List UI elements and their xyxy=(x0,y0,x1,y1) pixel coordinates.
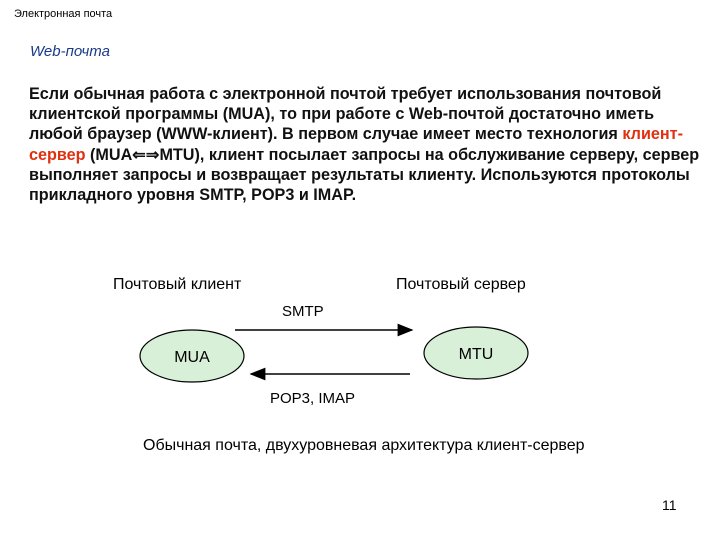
double-arrow-icon: ⇐⇒ xyxy=(132,145,160,164)
body-text-part3: MTU), клиент посылает запросы на обслуживание серверу, сервер выполняет запросы и возвращает результаты клиенту. Используются протоколы прикладного уровня SMTP, POP3 и IMAP. xyxy=(29,145,700,205)
body-text-part1: Если обычная работа с электронной почтой требует использования почтовой клиентской программы (MUA), то при работе с Web-почтой достаточно иметь любой браузер (WWW-клиент). В первом случае имеет место технология xyxy=(29,85,662,144)
smtp-label: SMTP xyxy=(282,303,324,320)
slide-title: Web-почта xyxy=(30,43,110,60)
diagram-caption: Обычная почта, двухуровневая архитектура клиент-сервер xyxy=(143,437,585,454)
body-text-part2: (MUA xyxy=(85,145,133,164)
mua-node-label: MUA xyxy=(174,349,210,366)
mail-server-label: Почтовый сервер xyxy=(396,276,526,293)
mail-client-label: Почтовый клиент xyxy=(113,276,242,293)
mtu-node-label: MTU xyxy=(458,346,494,363)
page-number: 11 xyxy=(662,497,677,513)
pop3-imap-label: POP3, IMAP xyxy=(270,390,356,407)
client-server-highlight: клиент-сервер xyxy=(29,125,683,164)
header-title: Электронная почта xyxy=(14,8,113,20)
